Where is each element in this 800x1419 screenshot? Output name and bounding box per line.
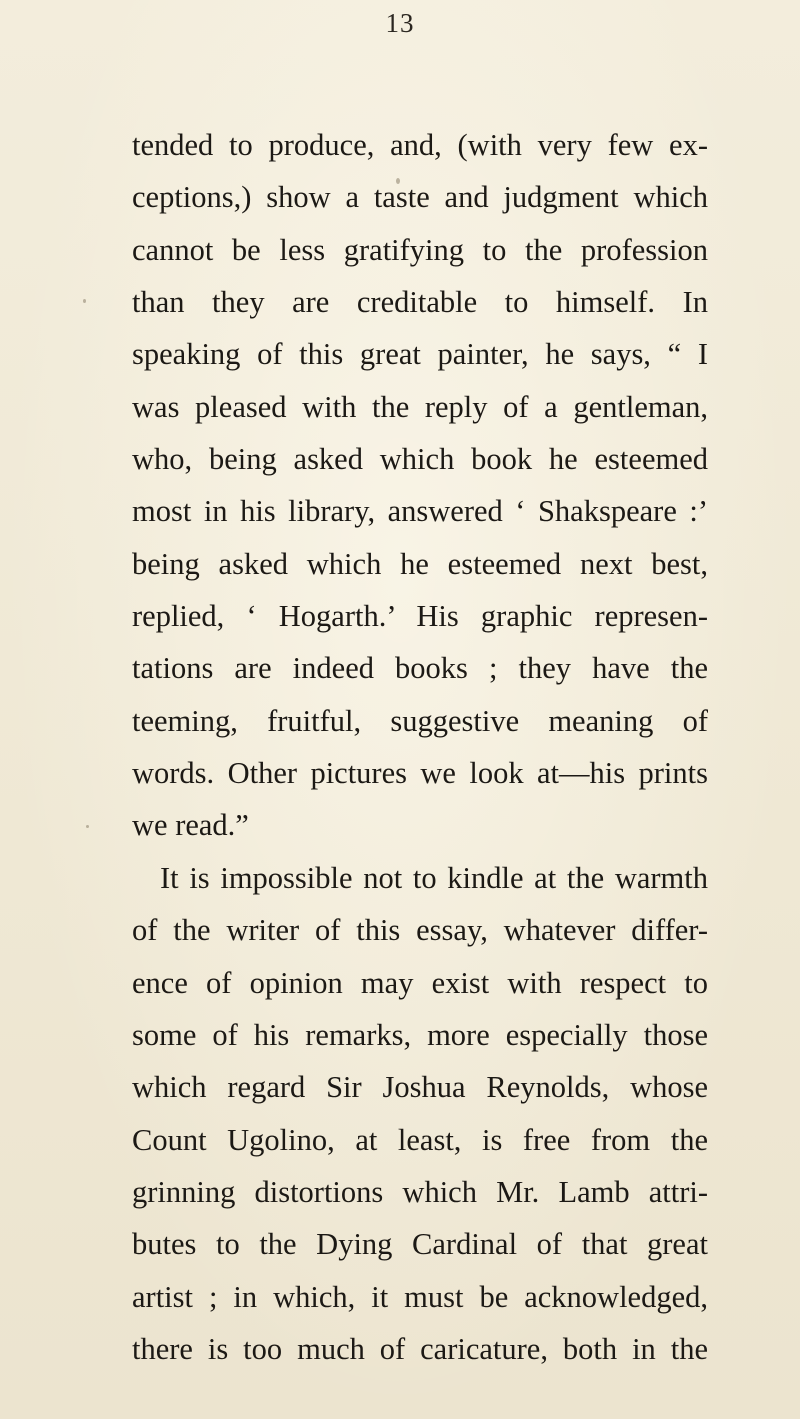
- page-number: 13: [385, 8, 415, 38]
- text-line: butes to the Dying Cardinal of that great: [132, 1227, 708, 1262]
- text-line: replied, ‘ Hogarth.’ His graphic represen-: [132, 599, 708, 634]
- text-line: artist ; in which, it must be acknowledged,: [132, 1279, 708, 1314]
- text-line: tended to produce, and, (with very few ex-: [132, 128, 708, 162]
- print-speck: [83, 299, 86, 303]
- body-text: [132, 119, 708, 1375]
- text-line: there is too much of caricature, both in the: [132, 1331, 708, 1366]
- text-line: most in his library, answered ‘ Shakspeare :’: [132, 494, 708, 529]
- text-line: ence of opinion may exist with respect to: [132, 965, 708, 1000]
- text-line: who, being asked which book he esteemed: [132, 442, 708, 477]
- text-line: was pleased with the reply of a gentleman,: [132, 389, 708, 424]
- text-line: teeming, fruitful, suggestive meaning of: [132, 703, 708, 738]
- text-line: ceptions,) show a taste and judgment which: [132, 180, 708, 215]
- text-line: speaking of this great painter, he says, “ I: [132, 337, 708, 372]
- text-line-paragraph-end: we read.”: [132, 808, 249, 843]
- text-line-paragraph-start: It is impossible not to kindle at the warmth: [160, 860, 708, 895]
- text-line: being asked which he esteemed next best,: [132, 546, 708, 581]
- text-line: tations are indeed books ; they have the: [132, 651, 708, 686]
- text-line: Count Ugolino, at least, is free from the: [132, 1122, 708, 1157]
- text-line: than they are creditable to himself. In: [132, 285, 708, 320]
- text-line: of the writer of this essay, whatever differ-: [132, 913, 708, 948]
- text-line: words. Other pictures we look at—his prints: [132, 756, 708, 791]
- print-speck: [86, 825, 89, 828]
- text-line: grinning distortions which Mr. Lamb attri-: [132, 1174, 708, 1209]
- text-line: cannot be less gratifying to the profession: [132, 232, 708, 267]
- text-line: which regard Sir Joshua Reynolds, whose: [132, 1070, 708, 1105]
- text-line: some of his remarks, more especially those: [132, 1017, 708, 1052]
